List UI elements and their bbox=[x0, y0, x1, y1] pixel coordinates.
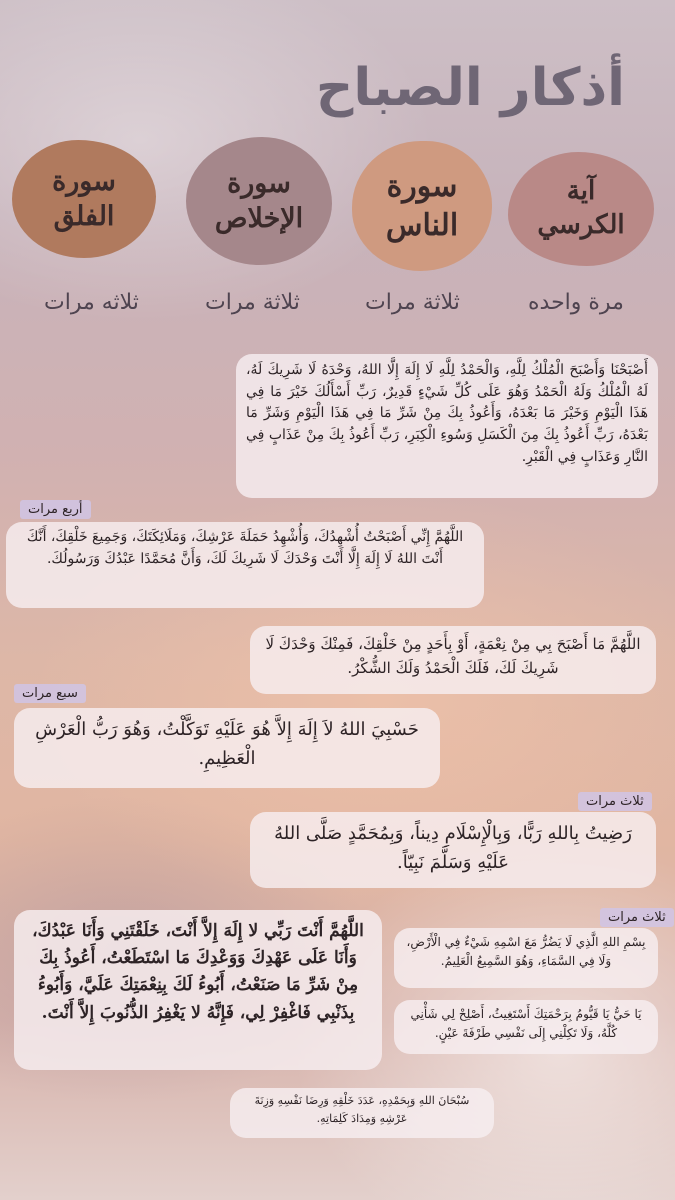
dhikr-card bbox=[250, 626, 656, 694]
surah-al-ikhlas bbox=[186, 137, 332, 265]
surah-line1: سورة bbox=[386, 169, 458, 204]
dhikr-card bbox=[250, 812, 656, 888]
surah-ayat-alkursi bbox=[508, 152, 654, 266]
dhikr-card bbox=[394, 928, 658, 988]
dhikr-text: حَسْبِيَ اللهُ لاَ إِلَهَ إِلاَّ هُوَ عَلَيْهِ تَوَكَّلْتُ، وَهُوَ رَبُّ الْعَرْشِ الْعَظِيمِ. bbox=[35, 719, 419, 769]
dhikr-text: اللَّهُمَّ مَا أَصْبَحَ بِي مِنْ نِعْمَةٍ، أَوْ بِأَحَدٍ مِنْ خَلْقِكَ، فَمِنْكَ وَحْدَكَ لَا شَرِيكَ لَكَ، فَلَكَ الْحَمْدُ وَلَكَ الشُّكْرُ. bbox=[265, 635, 641, 677]
dhikr-card bbox=[230, 1088, 494, 1138]
surah-line1: آية bbox=[566, 176, 596, 207]
surah-count-ayat-alkursi: مرة واحده bbox=[528, 290, 624, 315]
surah-count-al-falaq: ثلاثه مرات bbox=[44, 290, 139, 315]
dhikr-text: سُبْحَانَ اللهِ وَبِحَمْدِهِ، عَدَدَ خَلْقِهِ وَرِضَا نَفْسِهِ وَزِنَةَ عَرْشِهِ وَمِدَادَ كَلِمَاتِهِ. bbox=[254, 1094, 470, 1126]
surah-line1: سورة bbox=[227, 167, 291, 199]
dhikr-card bbox=[14, 708, 440, 788]
repeat-badge: سبع مرات bbox=[14, 684, 86, 703]
surah-line1: سورة bbox=[52, 165, 116, 197]
surah-count-al-ikhlas: ثلاثة مرات bbox=[205, 290, 300, 315]
surah-line2: الكرسي bbox=[537, 210, 625, 240]
surah-line2: الإخلاص bbox=[214, 203, 304, 234]
surah-line2: الفلق bbox=[53, 201, 115, 232]
repeat-badge: ثلاث مرات bbox=[600, 908, 674, 927]
dhikr-text: اللَّهُمَّ إِنِّي أَصْبَحْتُ أُشْهِدُكَ، وَأُشْهِدُ حَمَلَةَ عَرْشِكَ، وَمَلَائِكَتَكَ، وَجَمِيعَ خَلْقِكَ، أَنَّكَ أَنْتَ اللهُ لَا إِلَهَ إِلَّا أَنْتَ وَحْدَكَ لَا شَرِيكَ لَكَ، وَأَنَّ مُحَمَّدًا عَبْدُكَ وَرَسُولُكَ. bbox=[26, 529, 464, 567]
dhikr-text: رَضِيتُ بِاللهِ رَبًّا، وَبِالْإِسْلَامِ دِيناً، وَبِمُحَمَّدٍ صَلَّى اللهُ عَلَيْهِ وَسَلَّمَ نَبِيّاً. bbox=[274, 823, 632, 873]
surah-line2: الناس bbox=[385, 208, 459, 243]
dhikr-card bbox=[14, 910, 382, 1070]
surah-count-an-nas: ثلاثة مرات bbox=[365, 290, 460, 315]
dhikr-card bbox=[236, 354, 658, 498]
page-title: أذكار الصباح bbox=[315, 58, 625, 118]
dhikr-text: أَصْبَحْنَا وَأَصْبَحَ الْمُلْكُ لِلَّهِ، وَالْحَمْدُ لِلَّهِ لَا إِلَهَ إِلَّا اللهُ، وَحْدَهُ لَا شَرِيكَ لَهُ، لَهُ الْمُلْكُ وَلَهُ الْحَمْدُ وَهُوَ عَلَى كُلِّ شَيْءٍ قَدِيرٌ، رَبِّ أَسْأَلُكَ خَيْرَ مَا فِي هَذَا الْيَوْمِ وَخَيْرَ مَا بَعْدَهُ، وَأَعُوذُ بِكَ مِنْ شَرِّ مَا فِي هَذَا الْيَوْمِ وَشَرِّ مَا بَعْدَهُ، رَبِّ أَعُوذُ بِكَ مِنَ الْكَسَلِ وَسُوءِ الْكِبَرِ، رَبِّ أَعُوذُ بِكَ مِنْ عَذَابٍ فِي النَّارِ وَعَذَابٍ فِي الْقَبْرِ. bbox=[246, 362, 648, 465]
dhikr-text: يَا حَيُّ يَا قَيُّومُ بِرَحْمَتِكَ أَسْتَغِيثُ، أَصْلِحْ لِي شَأْنِي كُلَّهُ، وَلَا تَكِلْنِي إِلَى نَفْسِي طَرْفَةَ عَيْنٍ. bbox=[410, 1007, 642, 1041]
surah-al-falaq bbox=[12, 140, 156, 258]
surah-an-nas bbox=[352, 141, 492, 271]
dhikr-card bbox=[394, 1000, 658, 1054]
dhikr-text: اللَّهُمَّ أَنْتَ رَبِّي لا إِلَهَ إِلاَّ أَنْتَ، خَلَقْتَنِي وَأَنَا عَبْدُكَ، وَأَنَا عَلَى عَهْدِكَ وَوَعْدِكَ مَا اسْتَطَعْتُ، أَعُوذُ بِكَ مِنْ شَرِّ مَا صَنَعْتُ، أَبُوءُ لَكَ بِنِعْمَتِكَ عَلَيَّ، وَأَبُوءُ بِذَنْبِي فَاغْفِرْ لِي، فَإِنَّهُ لا يَغْفِرُ الذُّنُوبَ إِلاَّ أَنْتَ. bbox=[32, 921, 364, 1023]
repeat-badge: ثلاث مرات bbox=[578, 792, 652, 811]
dhikr-card bbox=[6, 522, 484, 608]
repeat-badge: أربع مرات bbox=[20, 500, 91, 519]
dhikr-text: بِسْمِ اللهِ الَّذِي لَا يَضُرُّ مَعَ اسْمِهِ شَيْءٌ فِي الْأَرْضِ، وَلَا فِي السَّمَاءِ، وَهُوَ السَّمِيعُ الْعَلِيمُ. bbox=[406, 935, 646, 969]
